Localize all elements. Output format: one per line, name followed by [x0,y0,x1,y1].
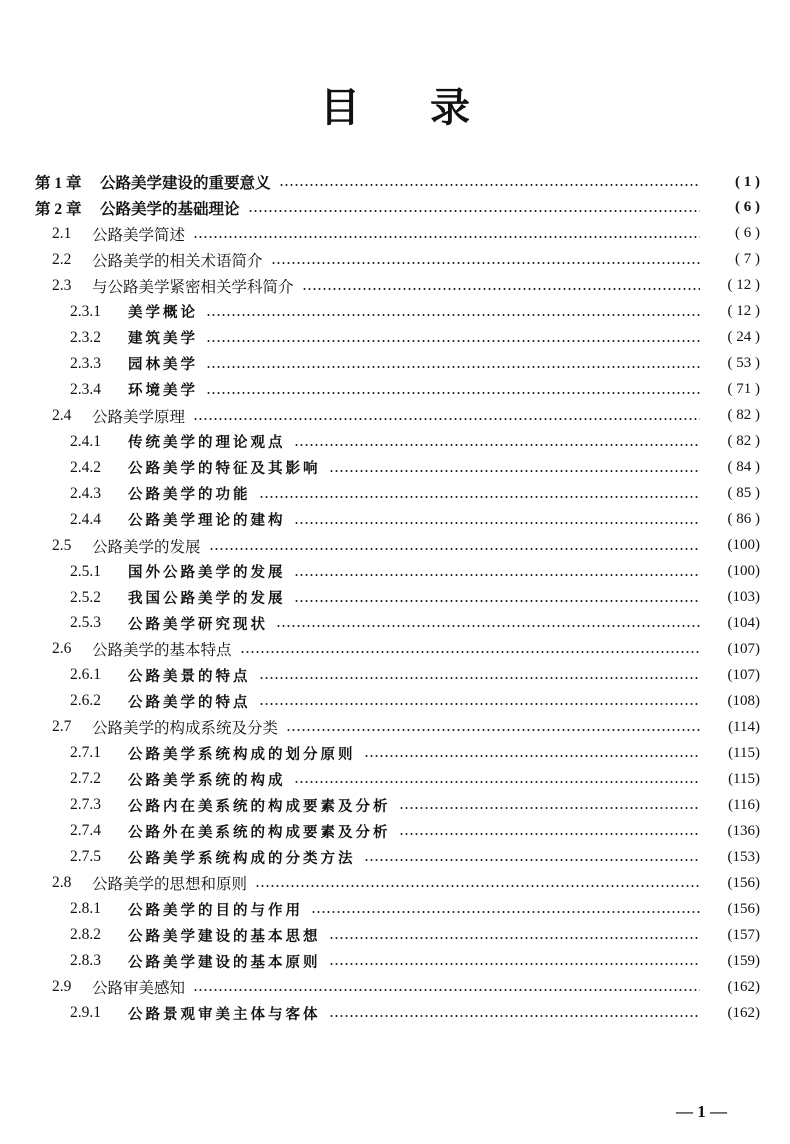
section-number: 2.7.5 [70,848,101,866]
section-number: 2.4 [52,406,72,424]
toc-entry[interactable] [0,635,760,663]
page-number-footer: — 1 — [676,1102,727,1121]
dot-leader [294,600,701,602]
page-reference: ( 82 ) [727,433,760,450]
section-number: 2.3.1 [70,302,101,320]
toc-entry[interactable] [0,350,760,378]
page-reference: ( 85 ) [727,485,760,502]
page-reference: (116) [728,796,760,813]
dot-leader [271,262,700,264]
section-title: 美学概论 [128,305,198,322]
section-number: 2.5.3 [70,614,101,632]
section-number: 2.8 [52,874,72,892]
page-reference: ( 1 ) [735,173,760,190]
section-title: 公路美学的特点 [128,694,251,711]
dot-leader [259,496,701,498]
page-reference: ( 6 ) [735,199,760,216]
page-reference: ( 12 ) [727,277,760,294]
toc-entry[interactable] [0,246,760,274]
dot-leader [329,937,701,939]
page-reference: (100) [727,563,760,580]
toc-entry[interactable] [0,895,760,923]
toc-entry[interactable] [0,765,760,793]
page-reference: (107) [727,666,760,683]
section-number: 2.8.2 [70,926,101,944]
toc-entry[interactable] [0,402,760,430]
section-title: 公路美学系统的构成 [128,772,286,789]
section-title: 与公路美学紧密相关学科简介 [92,278,294,296]
page-reference: (104) [727,614,760,631]
toc-entry[interactable] [0,843,760,871]
page-reference: (159) [727,952,760,969]
section-number: 2.8.3 [70,952,101,970]
page-reference: (156) [727,874,760,891]
page-reference: ( 12 ) [727,303,760,320]
page-reference: (153) [727,848,760,865]
dot-leader [329,963,701,965]
toc-entry[interactable] [0,584,760,612]
section-title: 公路美学的功能 [128,487,251,504]
section-title: 公路美学理论的建构 [128,513,286,530]
toc-entry[interactable] [0,973,760,1001]
title-char-1: 目 [320,85,360,130]
section-number: 2.5 [52,536,72,554]
section-number: 2.4.1 [70,432,101,450]
page-reference: (114) [728,718,760,735]
toc-entry[interactable] [0,272,760,300]
section-title: 公路美学简述 [92,226,186,244]
dot-leader [193,989,700,991]
section-title: 公路美学建设的基本思想 [128,928,321,945]
section-number: 2.3.4 [70,380,101,398]
section-number: 2.7 [52,718,72,736]
dot-leader [209,548,700,550]
toc-entry[interactable] [0,947,760,975]
dot-leader [311,911,700,913]
toc-entry[interactable] [0,324,760,352]
toc-entry[interactable] [0,506,760,534]
toc-entry[interactable] [0,687,760,715]
toc-entry[interactable] [0,454,760,482]
section-title: 公路美学的基本特点 [92,642,232,660]
page-reference: (156) [727,900,760,917]
page-reference: ( 86 ) [727,511,760,528]
dot-leader [329,470,701,472]
section-title: 公路美学建设的基本原则 [128,954,321,971]
section-title: 我国公路美学的发展 [128,591,286,607]
dot-leader [279,184,700,186]
section-number: 2.7.3 [70,796,101,814]
section-title: 公路美学建设的重要意义 [100,175,271,192]
page-reference: (107) [727,640,760,657]
section-number: 2.9.1 [70,1004,101,1021]
toc-entry[interactable] [0,921,760,949]
section-number: 2.6 [52,640,72,658]
page-reference: ( 82 ) [727,407,760,424]
dot-leader [294,781,701,783]
toc-entry[interactable] [0,817,760,845]
dot-leader [302,288,700,290]
section-title: 公路美景的特点 [128,668,251,685]
section-title: 公路美学系统构成的分类方法 [128,850,356,867]
section-number: 2.3.2 [70,328,101,346]
toc-entry[interactable] [0,480,760,508]
section-number: 2.4.2 [70,458,101,476]
section-title: 建筑美学 [128,331,198,348]
dot-leader [399,807,701,809]
toc-entry[interactable] [0,428,760,456]
section-number: 2.5.2 [70,588,101,606]
section-number: 2.3.3 [70,354,101,372]
section-number: 2.4.4 [70,510,101,528]
section-title: 公路审美感知 [92,980,186,998]
dot-leader [193,236,700,238]
dot-leader [206,340,700,342]
dot-leader [329,1015,701,1017]
toc-entry[interactable] [0,194,760,222]
dot-leader [399,833,701,835]
section-number: 第 1 章 [35,175,82,192]
toc-entry[interactable] [0,661,760,689]
page-reference: ( 71 ) [727,381,760,398]
section-number: 2.6.2 [70,692,101,710]
dot-leader [286,729,700,731]
toc-entry[interactable] [0,609,760,637]
section-title: 公路景观审美主体与客体 [128,1006,321,1023]
section-title: 公路美学的基础理论 [100,200,240,218]
toc-entry[interactable] [0,558,760,586]
section-title: 公路美学研究现状 [128,616,268,633]
page-reference: ( 7 ) [735,251,760,268]
page-reference: (115) [728,770,760,787]
section-title: 公路美学的思想和原则 [92,876,248,894]
page-reference: (136) [727,822,760,839]
title-char-2: 录 [430,85,470,130]
page-reference: (162) [727,1004,760,1021]
section-title: 公路外在美系统的构成要素及分析 [128,824,391,841]
page-reference: ( 53 ) [727,355,760,372]
dot-leader [364,755,701,757]
toc-entry[interactable] [0,999,760,1027]
dot-leader [364,859,701,861]
dot-leader [294,522,701,524]
toc-entry[interactable] [0,220,760,248]
page-reference: ( 6 ) [735,225,760,242]
section-number: 2.7.2 [70,770,101,788]
section-number: 2.5.1 [70,562,101,580]
section-number: 2.7.4 [70,822,101,840]
section-title: 传统美学的理论观点 [128,435,286,452]
section-number: 2.2 [52,250,72,268]
page-title [0,76,790,133]
page-reference: (103) [727,589,760,605]
section-number: 2.6.1 [70,666,101,684]
section-title: 公路美学的构成系统及分类 [92,720,279,738]
dot-leader [206,366,700,368]
section-number: 2.9 [52,978,72,996]
toc-entry[interactable] [0,532,760,560]
section-title: 园林美学 [128,357,198,374]
section-number: 2.1 [52,224,72,242]
toc-entry[interactable] [0,713,760,741]
toc-entry[interactable] [0,869,760,897]
section-title: 公路美学原理 [92,408,186,426]
toc-entry[interactable] [0,376,760,404]
section-title: 公路美学系统构成的划分原则 [128,746,356,763]
section-title: 环境美学 [128,383,198,400]
section-number: 2.4.3 [70,484,101,502]
dot-leader [206,392,700,394]
section-number: 第 2 章 [35,200,82,218]
dot-leader [294,574,701,576]
dot-leader [240,651,700,653]
page-reference: ( 24 ) [727,329,760,346]
page-reference: ( 84 ) [727,459,760,476]
page-reference: (162) [727,978,760,995]
toc-entry[interactable] [0,791,760,819]
dot-leader [206,314,700,316]
page-reference: (115) [728,744,760,761]
section-title: 公路美学的目的与作用 [128,902,303,919]
dot-leader [259,677,701,679]
section-number: 2.3 [52,276,72,294]
page-reference: (108) [727,692,760,709]
section-title: 公路美学的相关术语简介 [92,252,263,270]
section-number: 2.7.1 [70,744,101,762]
section-title: 公路美学的发展 [92,538,201,556]
dot-leader [259,703,701,705]
section-title: 国外公路美学的发展 [128,565,286,582]
dot-leader [248,210,700,212]
section-title: 公路内在美系统的构成要素及分析 [128,798,391,815]
toc-entry[interactable] [0,739,760,767]
page-reference: (157) [727,926,760,943]
section-number: 2.8.1 [70,900,101,918]
page-reference: (100) [727,537,760,554]
dot-leader [193,418,700,420]
toc-entry[interactable] [0,298,760,326]
toc-entry[interactable] [0,168,760,196]
dot-leader [276,625,700,627]
section-title: 公路美学的特征及其影响 [128,461,321,478]
dot-leader [294,444,701,446]
dot-leader [255,885,700,887]
